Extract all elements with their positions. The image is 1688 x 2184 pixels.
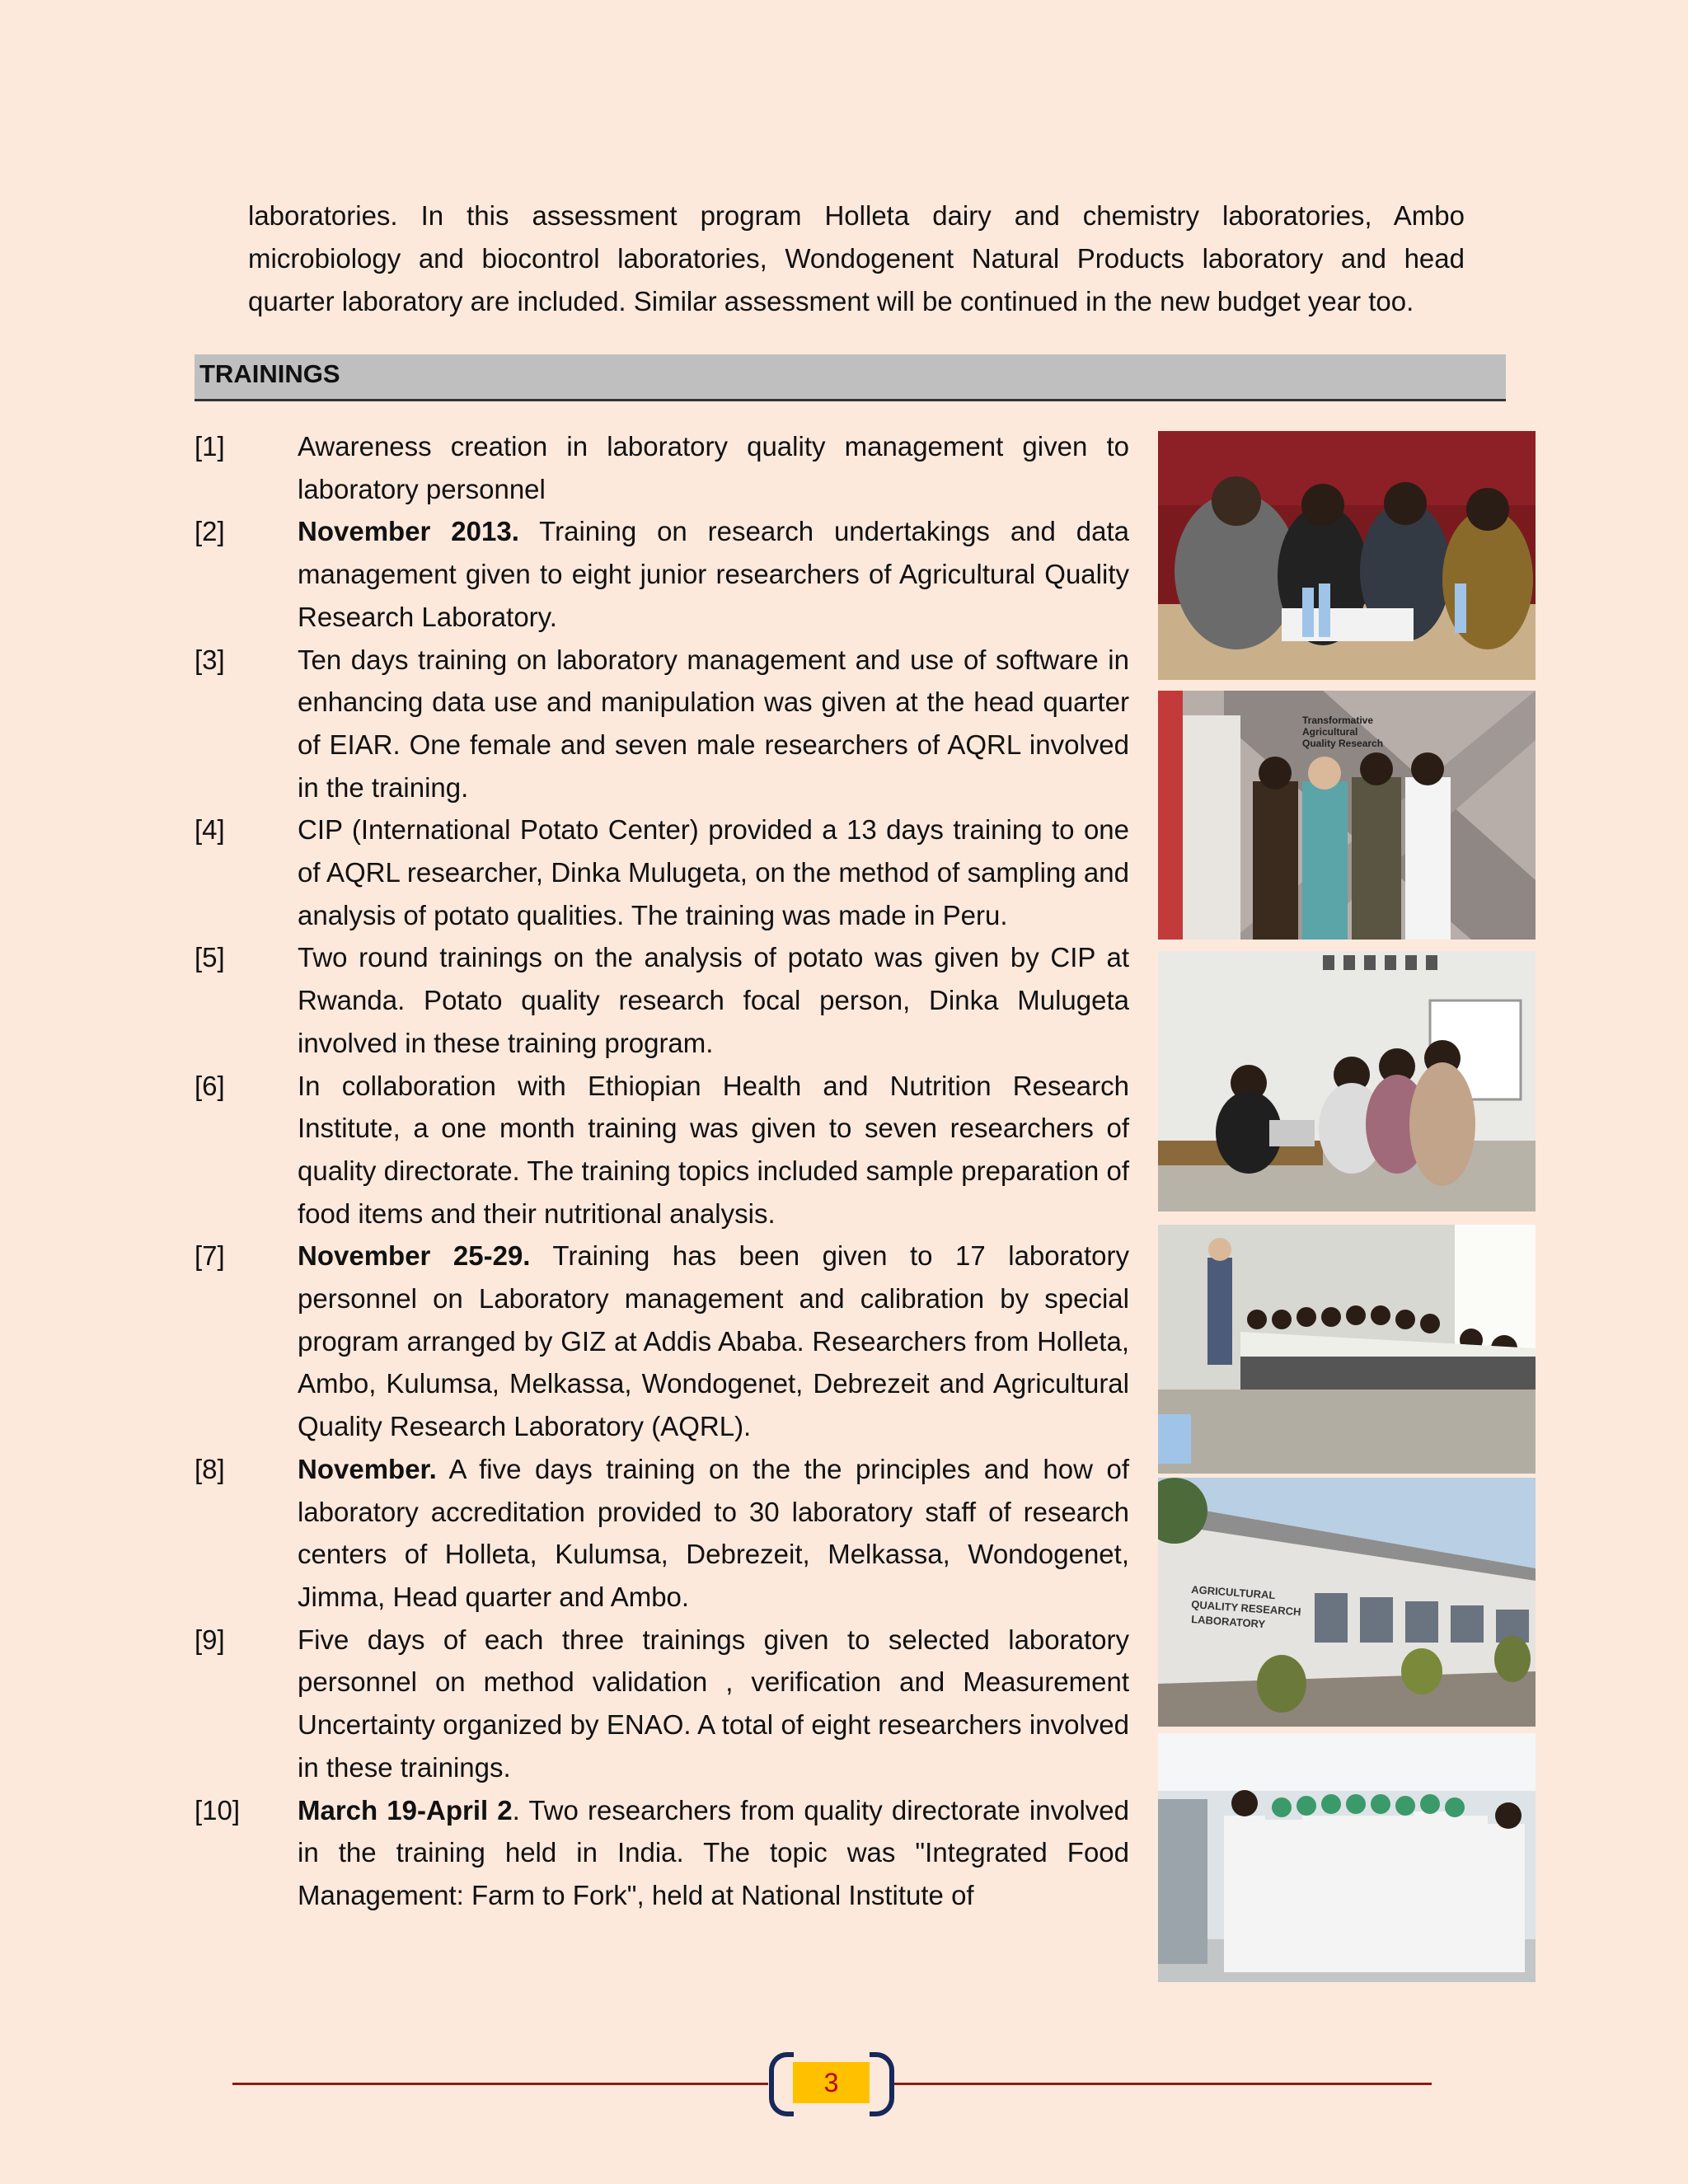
item-text xyxy=(298,936,1129,1064)
item-date: November 25-29. xyxy=(298,1240,531,1272)
svg-text:Transformative: Transformative xyxy=(1302,715,1374,726)
item-text xyxy=(298,510,1129,638)
item-body: A five days training on the the principles and how of laboratory accreditation provided to 30 laboratory staff of research centers of Holleta, Kulumsa, Debrezeit, Melkassa, Wondogenet, Jimma, Head quarter and Ambo. xyxy=(298,1453,1129,1612)
item-body: . Two researchers from quality directorate involved in the training held in India. The topic was "Integrated Food Management: Farm to Fork", held at National Institute of xyxy=(298,1794,1130,1910)
svg-text:QUALITY RESEARCH: QUALITY RESEARCH xyxy=(1190,1598,1301,1619)
svg-text:Agricultural: Agricultural xyxy=(1302,726,1358,738)
training-item xyxy=(195,1235,1129,1448)
building-photo xyxy=(1158,1478,1536,1727)
page-footer xyxy=(0,2052,1688,2118)
item-body: Two round trainings on the analysis of potato was given by CIP at Rwanda. Potato quality research focal person, Dinka Mulugeta involved in these training program. xyxy=(298,942,1129,1058)
item-text xyxy=(298,1065,1129,1235)
section-header xyxy=(195,354,1506,401)
training-photo-classroom xyxy=(1158,1225,1536,1474)
item-number: [1] xyxy=(195,431,225,462)
svg-text:AGRICULTURAL: AGRICULTURAL xyxy=(1190,1583,1276,1602)
item-date: November 2013. xyxy=(298,516,519,547)
svg-text:LABORATORY: LABORATORY xyxy=(1190,1613,1266,1631)
item-text xyxy=(298,425,1129,510)
lab-group-photo xyxy=(1158,1733,1536,1982)
footer-rule-right xyxy=(893,2083,1432,2085)
item-number: [3] xyxy=(195,644,225,675)
item-number: [2] xyxy=(195,516,225,547)
item-text xyxy=(298,1619,1129,1789)
training-item xyxy=(195,1619,1129,1789)
item-number: [6] xyxy=(195,1070,225,1101)
training-item xyxy=(195,936,1129,1064)
footer-bracket-left xyxy=(769,2052,794,2116)
item-text xyxy=(298,808,1129,936)
item-date: November. xyxy=(298,1453,437,1484)
training-photo-laptop xyxy=(1158,951,1536,1212)
item-number: [5] xyxy=(195,942,225,973)
item-text xyxy=(298,1448,1129,1619)
training-item xyxy=(195,808,1129,936)
intro-paragraph xyxy=(248,194,1465,323)
item-text xyxy=(298,639,1129,809)
intro-text: laboratories. In this assessment program Holleta dairy and chemistry laboratories, Ambo microbiology and biocontrol laboratories, Wondogenent Natural Products laboratory and head quarter laboratory are included. Similar assessment will be continued in the new budget year too. xyxy=(248,200,1465,316)
training-item xyxy=(195,425,1129,510)
item-body: Training on research undertakings and data management given to eight junior researchers of Agricultural Quality Research Laboratory. xyxy=(298,516,1129,632)
item-text xyxy=(298,1789,1129,1917)
svg-text:Quality Research: Quality Research xyxy=(1302,738,1384,749)
training-item xyxy=(195,1448,1129,1619)
item-date: March 19-April 2 xyxy=(298,1794,513,1825)
item-number: [9] xyxy=(195,1624,225,1655)
item-number: [10] xyxy=(195,1794,241,1825)
training-photo-table-discussion xyxy=(1158,431,1536,680)
item-body: Awareness creation in laboratory quality management given to laboratory personnel xyxy=(298,431,1129,504)
item-body: In collaboration with Ethiopian Health and Nutrition Research Institute, a one month training was given to seven researchers of quality directorate. The training topics included sample preparation of food items and their nutritional analysis. xyxy=(298,1070,1129,1229)
item-body: Training has been given to 17 laboratory personnel on Laboratory management and calibration by special program arranged by GIZ at Addis Ababa. Researchers from Holleta, Ambo, Kulumsa, Melkassa, Wondogenet, Debrezeit and Agricultural Quality Research Laboratory (AQRL). xyxy=(298,1240,1129,1442)
item-body: Ten days training on laboratory management and use of software in enhancing data use and manipulation was given at the head quarter of EIAR. One female and seven male researchers of AQRL involved in the training. xyxy=(298,644,1129,803)
footer-bracket-right xyxy=(870,2052,894,2116)
item-text xyxy=(298,1235,1129,1448)
training-photo-group-sign xyxy=(1158,691,1536,940)
footer-rule-left xyxy=(232,2083,768,2085)
training-list xyxy=(195,425,1129,1917)
training-item xyxy=(195,510,1129,638)
item-number: [7] xyxy=(195,1240,225,1272)
training-item xyxy=(195,1065,1129,1235)
item-number: [4] xyxy=(195,814,225,846)
training-item xyxy=(195,1789,1129,1917)
item-body: Five days of each three trainings given to selected laboratory personnel on method validation , verification and Measurement Uncertainty organized by ENAO. A total of eight researchers involved in these trainings. xyxy=(298,1624,1129,1783)
section-title: TRAININGS xyxy=(199,359,340,388)
item-number: [8] xyxy=(195,1453,225,1484)
page-number: 3 xyxy=(793,2062,870,2103)
training-item xyxy=(195,639,1129,809)
item-body: CIP (International Potato Center) provided a 13 days training to one of AQRL researcher, Dinka Mulugeta, on the method of sampling and analysis of potato qualities. The training was made in Peru. xyxy=(298,814,1129,930)
